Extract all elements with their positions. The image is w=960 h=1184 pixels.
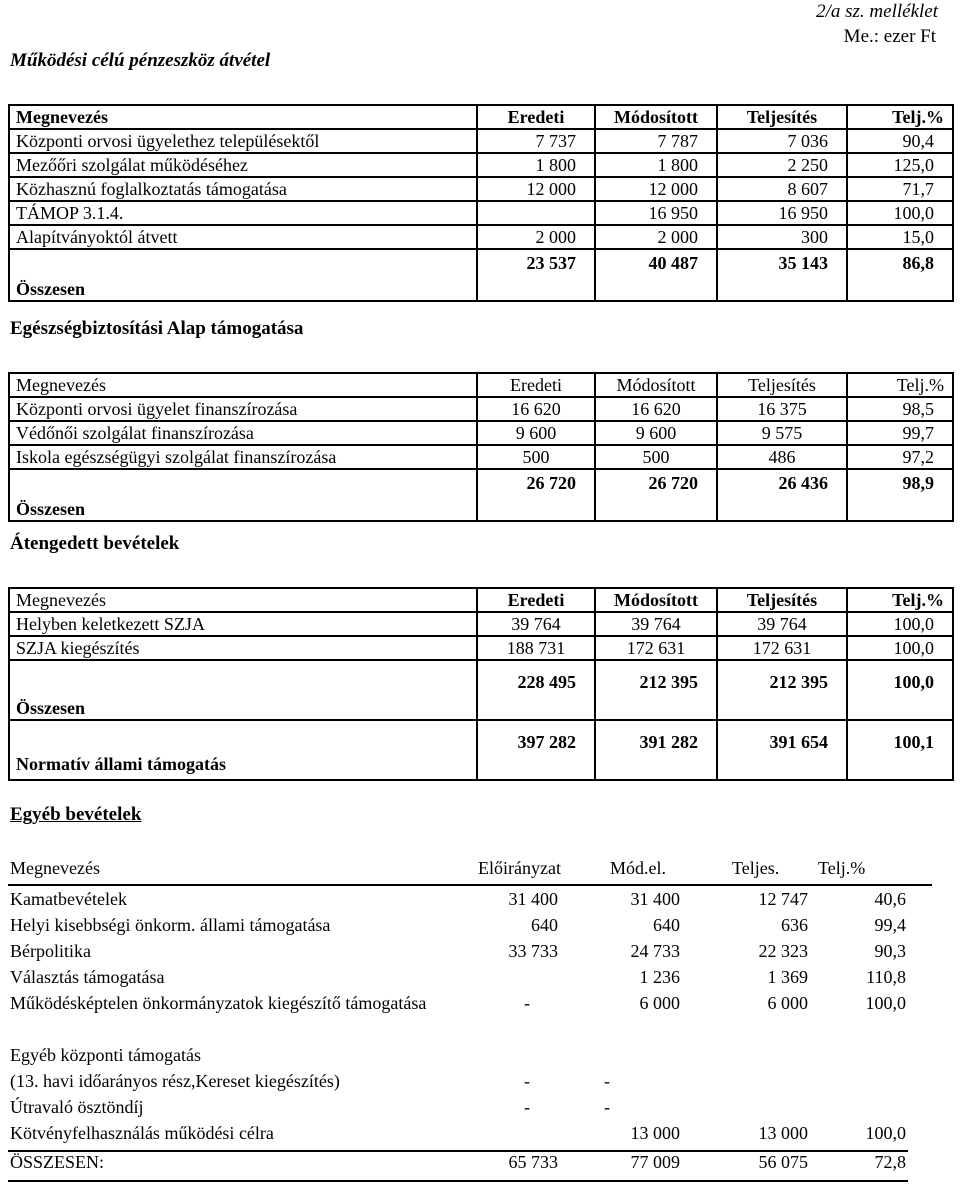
table-row <box>9 177 953 201</box>
cell-label: Működésképtelen önkormányzatok kiegészítő támogatása <box>10 993 427 1013</box>
cell-value: 7 787 <box>595 129 717 153</box>
section-title-egeszsegbiztositas: Egészségbiztosítási Alap támogatása <box>10 318 304 339</box>
cell-value: 500 <box>595 445 717 469</box>
total-value: 56 075 <box>758 1152 808 1172</box>
table-header-row <box>9 588 953 612</box>
cell-value: 90,3 <box>874 941 906 961</box>
bottom-rule <box>8 1180 908 1182</box>
cell-label: Iskola egészségügyi szolgálat finanszírozása <box>9 445 477 469</box>
table-row <box>8 1042 908 1068</box>
cell-value: 7 737 <box>477 129 595 153</box>
cell-value: 100,0 <box>865 993 906 1013</box>
total-value: 98,9 <box>847 469 953 521</box>
cell-label: Útravaló ösztöndíj <box>10 1097 144 1117</box>
cell-label: SZJA kiegészítés <box>9 636 477 660</box>
normativ-label: Normatív állami támogatás <box>9 720 477 780</box>
cell-value: 31 400 <box>630 889 680 909</box>
header-teljesites: Teljesítés <box>717 588 847 612</box>
table-row <box>8 964 908 990</box>
section-title-atengedett: Átengedett bevételek <box>10 533 180 554</box>
normativ-row <box>9 720 953 780</box>
cell-value: 100,0 <box>847 201 953 225</box>
cell-value: 31 400 <box>508 889 558 909</box>
header-telj-pct: Telj.% <box>818 858 866 878</box>
page-title: Működési célú pénzeszköz átvétel <box>10 50 271 71</box>
cell-value: 9 575 <box>717 421 847 445</box>
cell-value: 486 <box>717 445 847 469</box>
header-mod-el: Mód.el. <box>610 858 666 878</box>
header-modositott: Módosított <box>595 588 717 612</box>
table-row <box>8 912 908 938</box>
cell-value: - <box>604 1071 610 1091</box>
table-row <box>8 938 908 964</box>
cell-value: 2 000 <box>595 225 717 249</box>
total-rule <box>8 1150 908 1152</box>
cell-value: 71,7 <box>847 177 953 201</box>
cell-value: 300 <box>717 225 847 249</box>
table-row <box>9 201 953 225</box>
cell-value: 188 731 <box>477 636 595 660</box>
cell-value: 22 323 <box>758 941 808 961</box>
annex-label: 2/a sz. melléklet <box>816 1 938 22</box>
total-value: 86,8 <box>847 249 953 301</box>
cell-label: Kötvényfelhasználás működési célra <box>10 1123 274 1143</box>
total-value: 26 720 <box>595 469 717 521</box>
cell-value: 15,0 <box>847 225 953 249</box>
cell-value: 125,0 <box>847 153 953 177</box>
cell-value: 640 <box>653 915 680 935</box>
table-row <box>9 612 953 636</box>
total-value: 212 395 <box>595 660 717 720</box>
total-row <box>9 469 953 521</box>
table-row <box>9 636 953 660</box>
cell-value: 97,2 <box>847 445 953 469</box>
cell-value: 16 950 <box>595 201 717 225</box>
cell-label: Mezőőri szolgálat működéséhez <box>9 153 477 177</box>
total-value: 35 143 <box>717 249 847 301</box>
header-eloiranyzat: Előirányzat <box>478 858 561 878</box>
cell-label: Helyben keletkezett SZJA <box>9 612 477 636</box>
cell-value: - <box>524 993 530 1013</box>
normativ-value: 391 654 <box>717 720 847 780</box>
cell-value: 640 <box>531 915 558 935</box>
cell-value: 16 620 <box>477 397 595 421</box>
cell-value: 1 800 <box>477 153 595 177</box>
cell-value: 100,0 <box>847 612 953 636</box>
cell-value: 100,0 <box>865 1123 906 1143</box>
total-label: Összesen <box>9 469 477 521</box>
cell-value <box>810 1042 908 1068</box>
table-row <box>9 153 953 177</box>
cell-value: 40,6 <box>874 889 906 909</box>
cell-value: 90,4 <box>847 129 953 153</box>
cell-value: 16 950 <box>717 201 847 225</box>
total-label: ÖSSZESEN: <box>10 1152 105 1172</box>
cell-label: Egyéb központi támogatás <box>10 1045 201 1065</box>
cell-value <box>477 201 595 225</box>
header-megnevezes: Megnevezés <box>9 105 477 129</box>
cell-value: - <box>604 1097 610 1117</box>
section-title-egyeb: Egyéb bevételek <box>10 804 142 825</box>
cell-value: 99,7 <box>847 421 953 445</box>
normativ-value: 391 282 <box>595 720 717 780</box>
cell-value <box>460 1120 560 1146</box>
header-teljesites: Teljesítés <box>717 105 847 129</box>
table-row <box>8 1068 908 1094</box>
cell-value: 24 733 <box>630 941 680 961</box>
cell-label: Védőnői szolgálat finanszírozása <box>9 421 477 445</box>
total-value: 26 720 <box>477 469 595 521</box>
cell-value: 110,8 <box>866 967 906 987</box>
header-teljes: Teljes. <box>732 858 780 878</box>
total-row <box>9 660 953 720</box>
cell-value: 12 747 <box>758 889 808 909</box>
table-row <box>9 225 953 249</box>
cell-label: Központi orvosi ügyelethez településektől <box>9 129 477 153</box>
cell-value: 172 631 <box>595 636 717 660</box>
cell-value: 6 000 <box>639 993 680 1013</box>
cell-value: 98,5 <box>847 397 953 421</box>
cell-value: 16 620 <box>595 397 717 421</box>
header-telj-pct: Telj.% <box>847 588 953 612</box>
unit-label: Me.: ezer Ft <box>843 26 936 47</box>
table-penzeszkoz-atvetel <box>8 104 954 302</box>
table-header-row <box>9 373 953 397</box>
cell-label: (13. havi időarányos rész,Kereset kiegészítés) <box>10 1071 340 1091</box>
cell-label: Közhasznú foglalkoztatás támogatása <box>9 177 477 201</box>
cell-value: 16 375 <box>717 397 847 421</box>
header-eredeti: Eredeti <box>477 373 595 397</box>
total-value: 26 436 <box>717 469 847 521</box>
cell-value: 33 733 <box>508 941 558 961</box>
cell-value <box>682 1094 810 1120</box>
header-teljesites: Teljesítés <box>717 373 847 397</box>
cell-value: 172 631 <box>717 636 847 660</box>
cell-value: 9 600 <box>595 421 717 445</box>
total-label: Összesen <box>9 249 477 301</box>
table-atengedett-bevetelek <box>8 587 954 781</box>
header-modositott: Módosított <box>595 105 717 129</box>
cell-value <box>460 1042 560 1068</box>
header-megnevezes: Megnevezés <box>10 858 100 878</box>
table-header-row <box>9 105 953 129</box>
normativ-value: 397 282 <box>477 720 595 780</box>
cell-value <box>682 1068 810 1094</box>
cell-value <box>560 1042 682 1068</box>
cell-label: Bérpolitika <box>10 941 91 961</box>
cell-label: Választás támogatása <box>10 967 165 987</box>
cell-value: 100,0 <box>847 636 953 660</box>
cell-value: 7 036 <box>717 129 847 153</box>
cell-value: 12 000 <box>595 177 717 201</box>
cell-value: 2 000 <box>477 225 595 249</box>
cell-label: Kamatbevételek <box>10 889 127 909</box>
cell-value: 9 600 <box>477 421 595 445</box>
header-telj-pct: Telj.% <box>847 105 953 129</box>
total-label: Összesen <box>9 660 477 720</box>
cell-value: 12 000 <box>477 177 595 201</box>
header-eredeti: Eredeti <box>477 588 595 612</box>
cell-value: - <box>524 1071 530 1091</box>
header-telj-pct: Telj.% <box>847 373 953 397</box>
table-row <box>9 445 953 469</box>
cell-label: TÁMOP 3.1.4. <box>9 201 477 225</box>
cell-label: Központi orvosi ügyelet finanszírozása <box>9 397 477 421</box>
header-megnevezes: Megnevezés <box>9 373 477 397</box>
table-egeszsegbiztositas <box>8 372 954 522</box>
cell-value: 39 764 <box>477 612 595 636</box>
cell-value <box>682 1042 810 1068</box>
table-row <box>8 886 908 912</box>
header-megnevezes: Megnevezés <box>9 588 477 612</box>
cell-value: 6 000 <box>767 993 808 1013</box>
table-egyeb-bevetelek <box>8 886 908 1176</box>
total-value: 228 495 <box>477 660 595 720</box>
table-row <box>8 990 908 1042</box>
cell-value: 8 607 <box>717 177 847 201</box>
cell-value: 13 000 <box>630 1123 680 1143</box>
total-value: 77 009 <box>630 1152 680 1172</box>
cell-value: 39 764 <box>595 612 717 636</box>
cell-value: 500 <box>477 445 595 469</box>
cell-label: Helyi kisebbségi önkorm. állami támogatása <box>10 915 331 935</box>
total-value: 212 395 <box>717 660 847 720</box>
cell-value <box>460 964 560 990</box>
total-value: 72,8 <box>874 1152 906 1172</box>
table-row <box>8 1094 908 1120</box>
total-value: 100,0 <box>847 660 953 720</box>
cell-value: 39 764 <box>717 612 847 636</box>
total-value: 23 537 <box>477 249 595 301</box>
cell-label: Alapítványoktól átvett <box>9 225 477 249</box>
table-row <box>8 1120 908 1146</box>
cell-value <box>810 1094 908 1120</box>
table-row <box>9 129 953 153</box>
cell-value: 1 369 <box>767 967 808 987</box>
cell-value: 1 236 <box>639 967 680 987</box>
total-value: 40 487 <box>595 249 717 301</box>
cell-value: 13 000 <box>758 1123 808 1143</box>
normativ-value: 100,1 <box>847 720 953 780</box>
cell-value: 1 800 <box>595 153 717 177</box>
header-modositott: Módosított <box>595 373 717 397</box>
cell-value: 2 250 <box>717 153 847 177</box>
total-row <box>9 249 953 301</box>
cell-value: - <box>524 1097 530 1117</box>
header-eredeti: Eredeti <box>477 105 595 129</box>
table-row <box>9 421 953 445</box>
cell-value <box>810 1068 908 1094</box>
cell-value: 636 <box>781 915 808 935</box>
cell-value: 99,4 <box>874 915 906 935</box>
total-value: 65 733 <box>508 1152 558 1172</box>
table-row <box>9 397 953 421</box>
